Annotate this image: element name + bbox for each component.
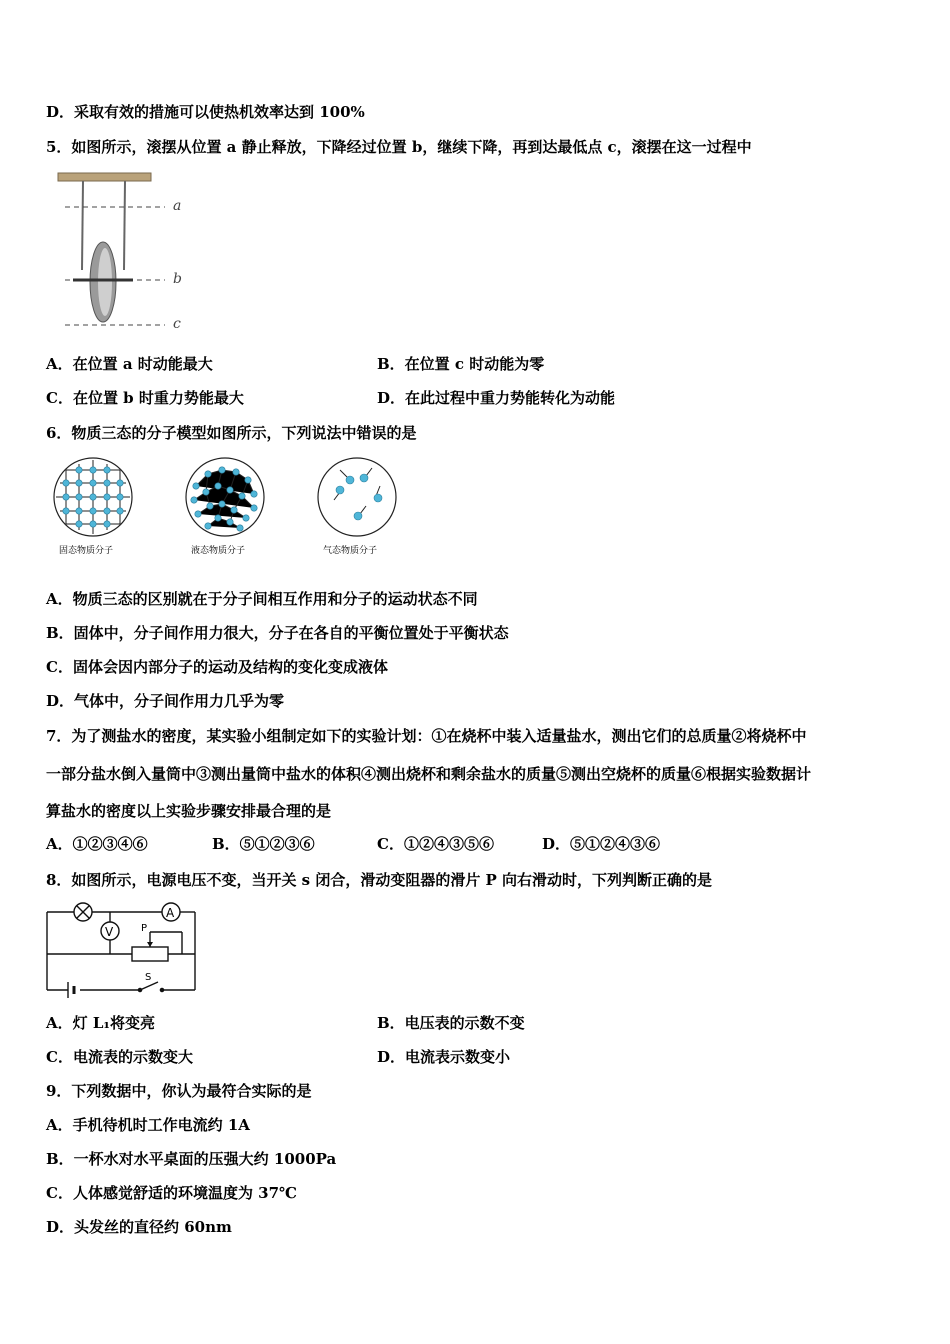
q5-stem: 5．如图所示，滚摆从位置 a 静止释放，下降经过位置 b，继续下降，再到达最低点 c，滚摆在这一过程中 [46,138,752,156]
label-c: c [173,316,181,332]
solid-molecule-diagram [52,456,134,538]
caption-solid: 固态物质分子 [59,546,114,556]
q5-option-c: C．在位置 b 时重力势能最大 [46,389,244,407]
caption-gas: 气态物质分子 [323,546,378,556]
q7-option-a: A．①②③④⑥ [46,835,148,853]
switch-label: S [145,972,152,983]
q6-stem: 6．物质三态的分子模型如图所示，下列说法中错误的是 [46,424,417,442]
q8-option-a: A．灯 L₁将变亮 [46,1014,155,1032]
q8-stem: 8．如图所示，电源电压不变，当开关 s 闭合，滑动变阻器的滑片 P 向右滑动时，下列判断正确的是 [46,871,713,889]
q5-option-d: D．在此过程中重力势能转化为动能 [377,389,616,407]
q5-option-a: A．在位置 a 时动能最大 [46,355,213,373]
q8-option-b: B．电压表的示数不变 [377,1014,525,1032]
rolling-pendulum-figure [55,170,195,340]
q9-stem: 9．下列数据中，你认为最符合实际的是 [46,1082,312,1100]
q9-option-b: B．一杯水对水平桌面的压强大约 1000Pa [46,1150,337,1168]
q7-stem-line3: 算盐水的密度以上实验步骤安排最合理的是 [46,802,332,820]
q9-option-d: D．头发丝的直径约 60nm [46,1218,232,1236]
circuit-diagram [44,898,200,1002]
q8-option-c: C．电流表的示数变大 [46,1048,193,1066]
q9-option-a: A．手机待机时工作电流约 1A [46,1116,250,1134]
q7-option-b: B．⑤①②③⑥ [212,835,315,853]
q7-option-d: D．⑤①②④③⑥ [542,835,661,853]
q4-option-d: D．采取有效的措施可以使热机效率达到 100% [46,103,365,121]
caption-liquid: 液态物质分子 [191,546,246,556]
q6-option-d: D．气体中，分子间作用力几乎为零 [46,692,285,710]
gas-molecule-diagram [316,456,398,538]
q5-option-b: B．在位置 c 时动能为零 [377,355,545,373]
voltmeter-label: V [105,925,114,939]
q8-option-d: D．电流表示数变小 [377,1048,511,1066]
slider-label: P [141,923,148,934]
q7-option-c: C．①②④③⑤⑥ [377,835,494,853]
q6-option-b: B．固体中，分子间作用力很大，分子在各自的平衡位置处于平衡状态 [46,624,509,642]
label-b: b [173,271,182,287]
ammeter-label: A [166,906,175,920]
q6-option-c: C．固体会因内部分子的运动及结构的变化变成液体 [46,658,388,676]
label-a: a [173,198,182,214]
q6-option-a: A．物质三态的区别就在于分子间相互作用和分子的运动状态不同 [46,590,478,608]
q7-stem-line2: 一部分盐水倒入量筒中③测出量筒中盐水的体积④测出烧杯和剩余盐水的质量⑤测出空烧杯的质量⑥根据实验数据计 [46,765,812,783]
liquid-molecule-diagram [184,456,266,538]
q7-stem-line1: 7．为了测盐水的密度，某实验小组制定如下的实验计划：①在烧杯中装入适量盐水，测出它们的总质量②将烧杯中 [46,727,807,745]
q9-option-c: C．人体感觉舒适的环境温度为 37℃ [46,1184,298,1202]
